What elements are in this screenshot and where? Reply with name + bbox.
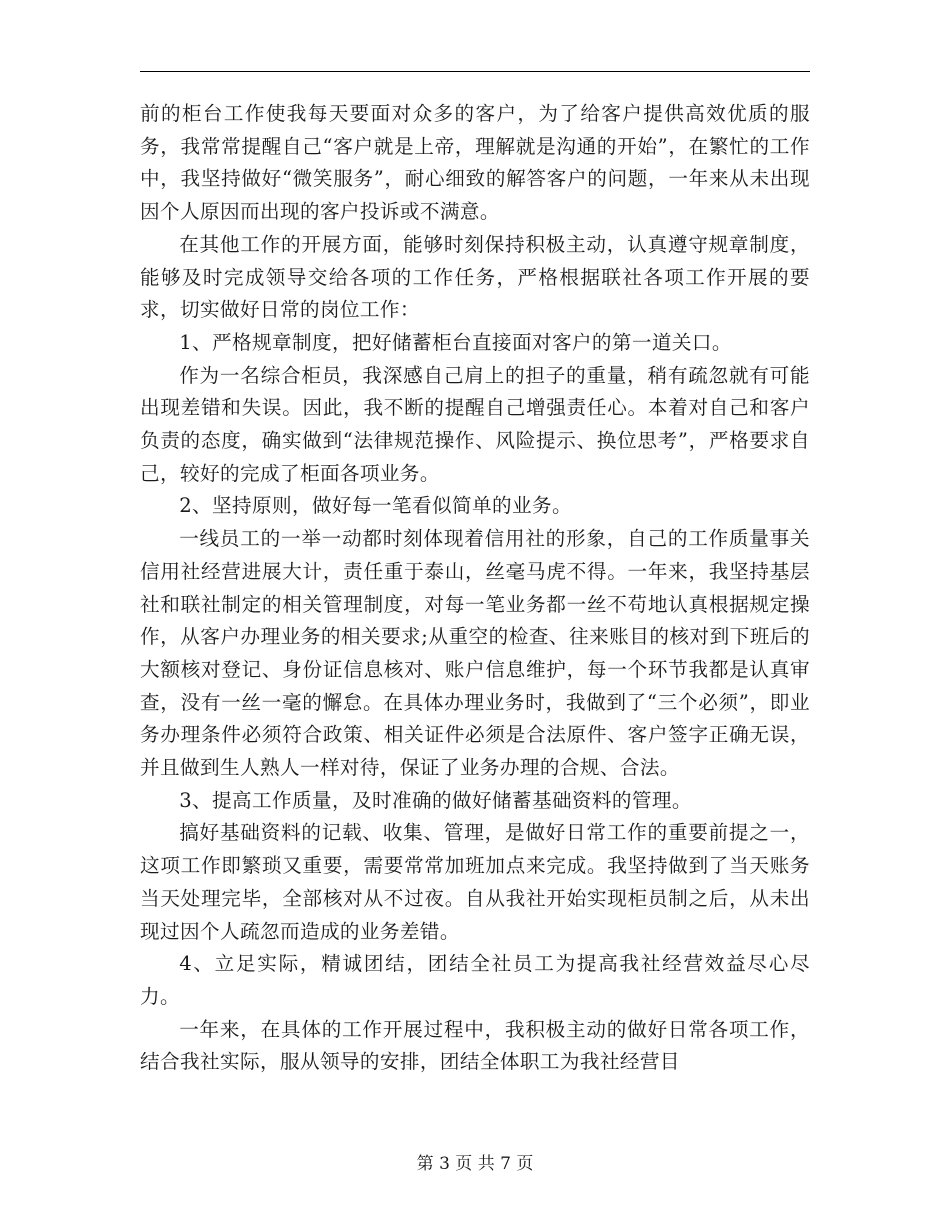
section-heading-3: 3、提高工作质量，及时准确的做好储蓄基础资料的管理。: [179, 788, 692, 812]
section-heading-4: 4、立足实际，精诚团结，团结全社员工为提高我社经营效益尽心尽力。: [140, 952, 810, 1008]
section-heading-2: 2、坚持原则，做好每一笔看似简单的业务。: [179, 494, 572, 518]
header-rule: [140, 71, 810, 72]
paragraph-4: 一线员工的一举一动都时刻体现着信用社的形象，自己的工作质量事关信用社经营进展大计，责任重于泰山，丝毫马虎不得。一年来，我坚持基层社和联社制定的相关管理制度，对每一笔业务都一丝不苟地认真根据规定操作，从客户办理业务的相关要求;从重空的检查、往来账目的核对到下班后的大额核对登记、身份证信息核对、账户信息维护，每一个环节我都是认真审查，没有一丝一毫的懈怠。在具体办理业务时，我做到了“三个必须”，即业务办理条件必须符合政策、相关证件必须是合法原件、客户签字正确无误，并且做到生人熟人一样对待，保证了业务办理的合规、合法。: [140, 527, 810, 780]
document-body: [140, 98, 810, 1079]
paragraph-5: 搞好基础资料的记载、收集、管理，是做好日常工作的重要前提之一，这项工作即繁琐又重要，需要常常加班加点来完成。我坚持做到了当天账务当天处理完毕，全部核对从不过夜。自从我社开始实现柜员制之后，从未出现过因个人疏忽而造成的业务差错。: [140, 821, 810, 943]
page-number-footer: 第 3 页 共 7 页: [416, 1154, 534, 1174]
paragraph-1: 前的柜台工作使我每天要面对众多的客户，为了给客户提供高效优质的服务，我常常提醒自己“客户就是上帝，理解就是沟通的开始”，在繁忙的工作中，我坚持做好“微笑服务”，耐心细致的解答客户的问题，一年来从未出现因个人原因而出现的客户投诉或不满意。: [140, 102, 810, 224]
paragraph-3: 作为一名综合柜员，我深感自己肩上的担子的重量，稍有疏忽就有可能出现差错和失误。因此，我不断的提醒自己增强责任心。本着对自己和客户负责的态度，确实做到“法律规范操作、风险提示、换位思考”，严格要求自己，较好的完成了柜面各项业务。: [140, 363, 810, 485]
section-heading-1: 1、严格规章制度，把好储蓄柜台直接面对客户的第一道关口。: [179, 330, 732, 354]
paragraph-6: 一年来，在具体的工作开展过程中，我积极主动的做好日常各项工作，结合我社实际，服从领导的安排，团结全体职工为我社经营目: [140, 1017, 810, 1074]
paragraph-2: 在其他工作的开展方面，能够时刻保持积极主动，认真遵守规章制度，能够及时完成领导交给各项的工作任务，严格根据联社各项工作开展的要求，切实做好日常的岗位工作：: [140, 232, 810, 322]
